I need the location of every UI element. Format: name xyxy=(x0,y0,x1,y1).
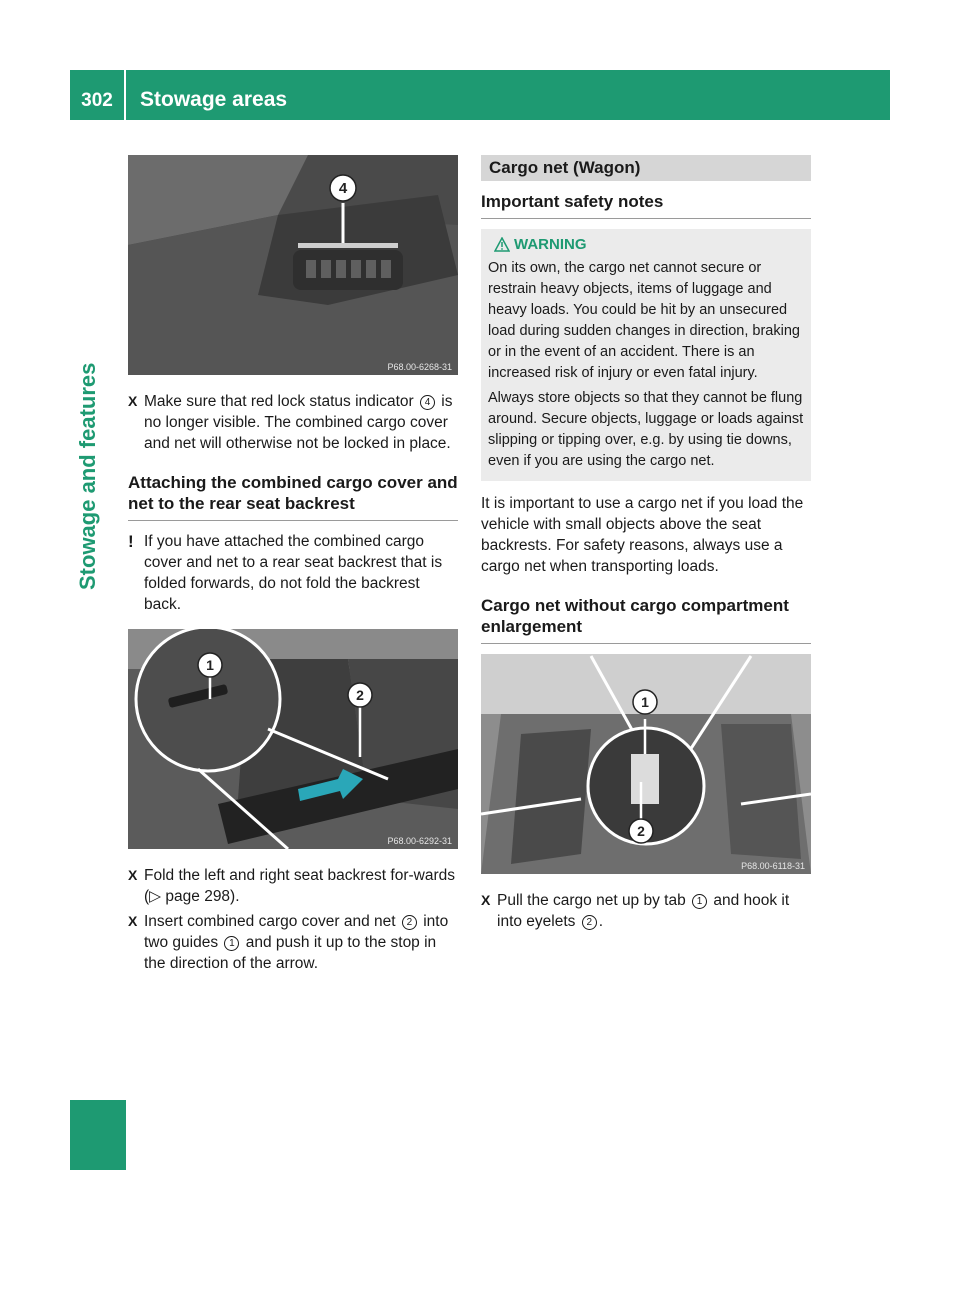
warning-paragraph: Always store objects so that they cannot be flung around. Secure objects, luggage or loads against slipping or tipping over, e.g. by using tie downs, even if you are using the cargo net. xyxy=(488,390,804,469)
ref-2: 2 xyxy=(582,915,597,930)
seat-backrest-illustration xyxy=(128,629,458,849)
figure-code: P68.00-6268-31 xyxy=(387,362,452,372)
notice-text: ! If you have attached the combined cargo cover and net to a rear seat backrest that is folded forwards, do not fold the backrest back. xyxy=(128,532,443,613)
callout-2: 2 xyxy=(356,687,364,703)
warning-paragraph: On its own, the cargo net cannot secure or restrain heavy objects, items of luggage and heavy loads. You could be hit by an unsecured load during sudden changes in direction, braking or in the event of an accident. There is an increased risk of injury or even fatal injury. xyxy=(488,260,800,381)
warning-triangle-icon xyxy=(494,237,510,252)
step-bullet-icon: X xyxy=(128,913,138,929)
callout-1: 1 xyxy=(641,694,649,710)
instruction-step: X Fold the left and right seat backrest for-wards (▷ page 298). xyxy=(128,867,456,905)
instruction-step: X Make sure that red lock status indicator 4 is no longer visible. The combined cargo cover and net will otherwise not be locked in place. xyxy=(128,393,453,452)
instruction-step: X Insert combined cargo cover and net 2 into two guides 1 and push it up to the stop in the direction of the arrow. xyxy=(128,913,449,972)
page-link[interactable]: page 298). xyxy=(165,888,240,905)
left-column xyxy=(128,155,458,974)
figure-code: P68.00-6292-31 xyxy=(387,836,452,846)
subheading: Important safety notes xyxy=(481,191,811,219)
cargo-net-illustration xyxy=(481,654,811,874)
callout-1: 1 xyxy=(206,657,214,673)
page-header xyxy=(70,70,890,120)
figure-code: P68.00-6118-31 xyxy=(741,861,805,871)
page-ref-arrow-icon: ▷ xyxy=(149,888,162,905)
section-heading: Attaching the combined cargo cover and net to the rear seat backrest xyxy=(128,472,458,521)
body-paragraph: It is important to use a cargo net if you load the vehicle with small objects above the seat backrests. For safety reasons, always use a cargo net when transporting loads. xyxy=(481,495,804,575)
step-bullet-icon: X xyxy=(128,393,138,409)
step-bullet-icon: X xyxy=(128,867,138,883)
notice-icon: ! xyxy=(128,532,134,551)
ref-4: 4 xyxy=(420,395,435,410)
section-title: Stowage areas xyxy=(140,88,288,111)
step-bullet-icon: X xyxy=(481,892,491,908)
ref-1: 1 xyxy=(224,936,239,951)
warning-title: WARNING xyxy=(488,236,804,253)
gray-section-heading: Cargo net (Wagon) xyxy=(481,155,811,181)
warning-box xyxy=(481,229,811,481)
callout-2: 2 xyxy=(637,823,645,839)
right-column xyxy=(481,155,811,932)
callout-4: 4 xyxy=(338,180,348,197)
cargo-net-photo xyxy=(481,654,811,874)
side-tab-marker xyxy=(70,1100,126,1170)
ref-2: 2 xyxy=(402,915,417,930)
instruction-step: X Pull the cargo net up by tab 1 and hook it into eyelets 2 . xyxy=(481,892,790,930)
section-heading: Cargo net without cargo compartment enlargement xyxy=(481,595,811,644)
ref-1: 1 xyxy=(692,894,707,909)
side-tab-label: Stowage and features xyxy=(75,362,100,590)
seat-backrest-photo xyxy=(128,629,458,849)
lock-indicator-photo xyxy=(128,155,458,375)
page-number: 302 xyxy=(70,70,126,120)
lock-indicator-illustration xyxy=(128,155,458,375)
